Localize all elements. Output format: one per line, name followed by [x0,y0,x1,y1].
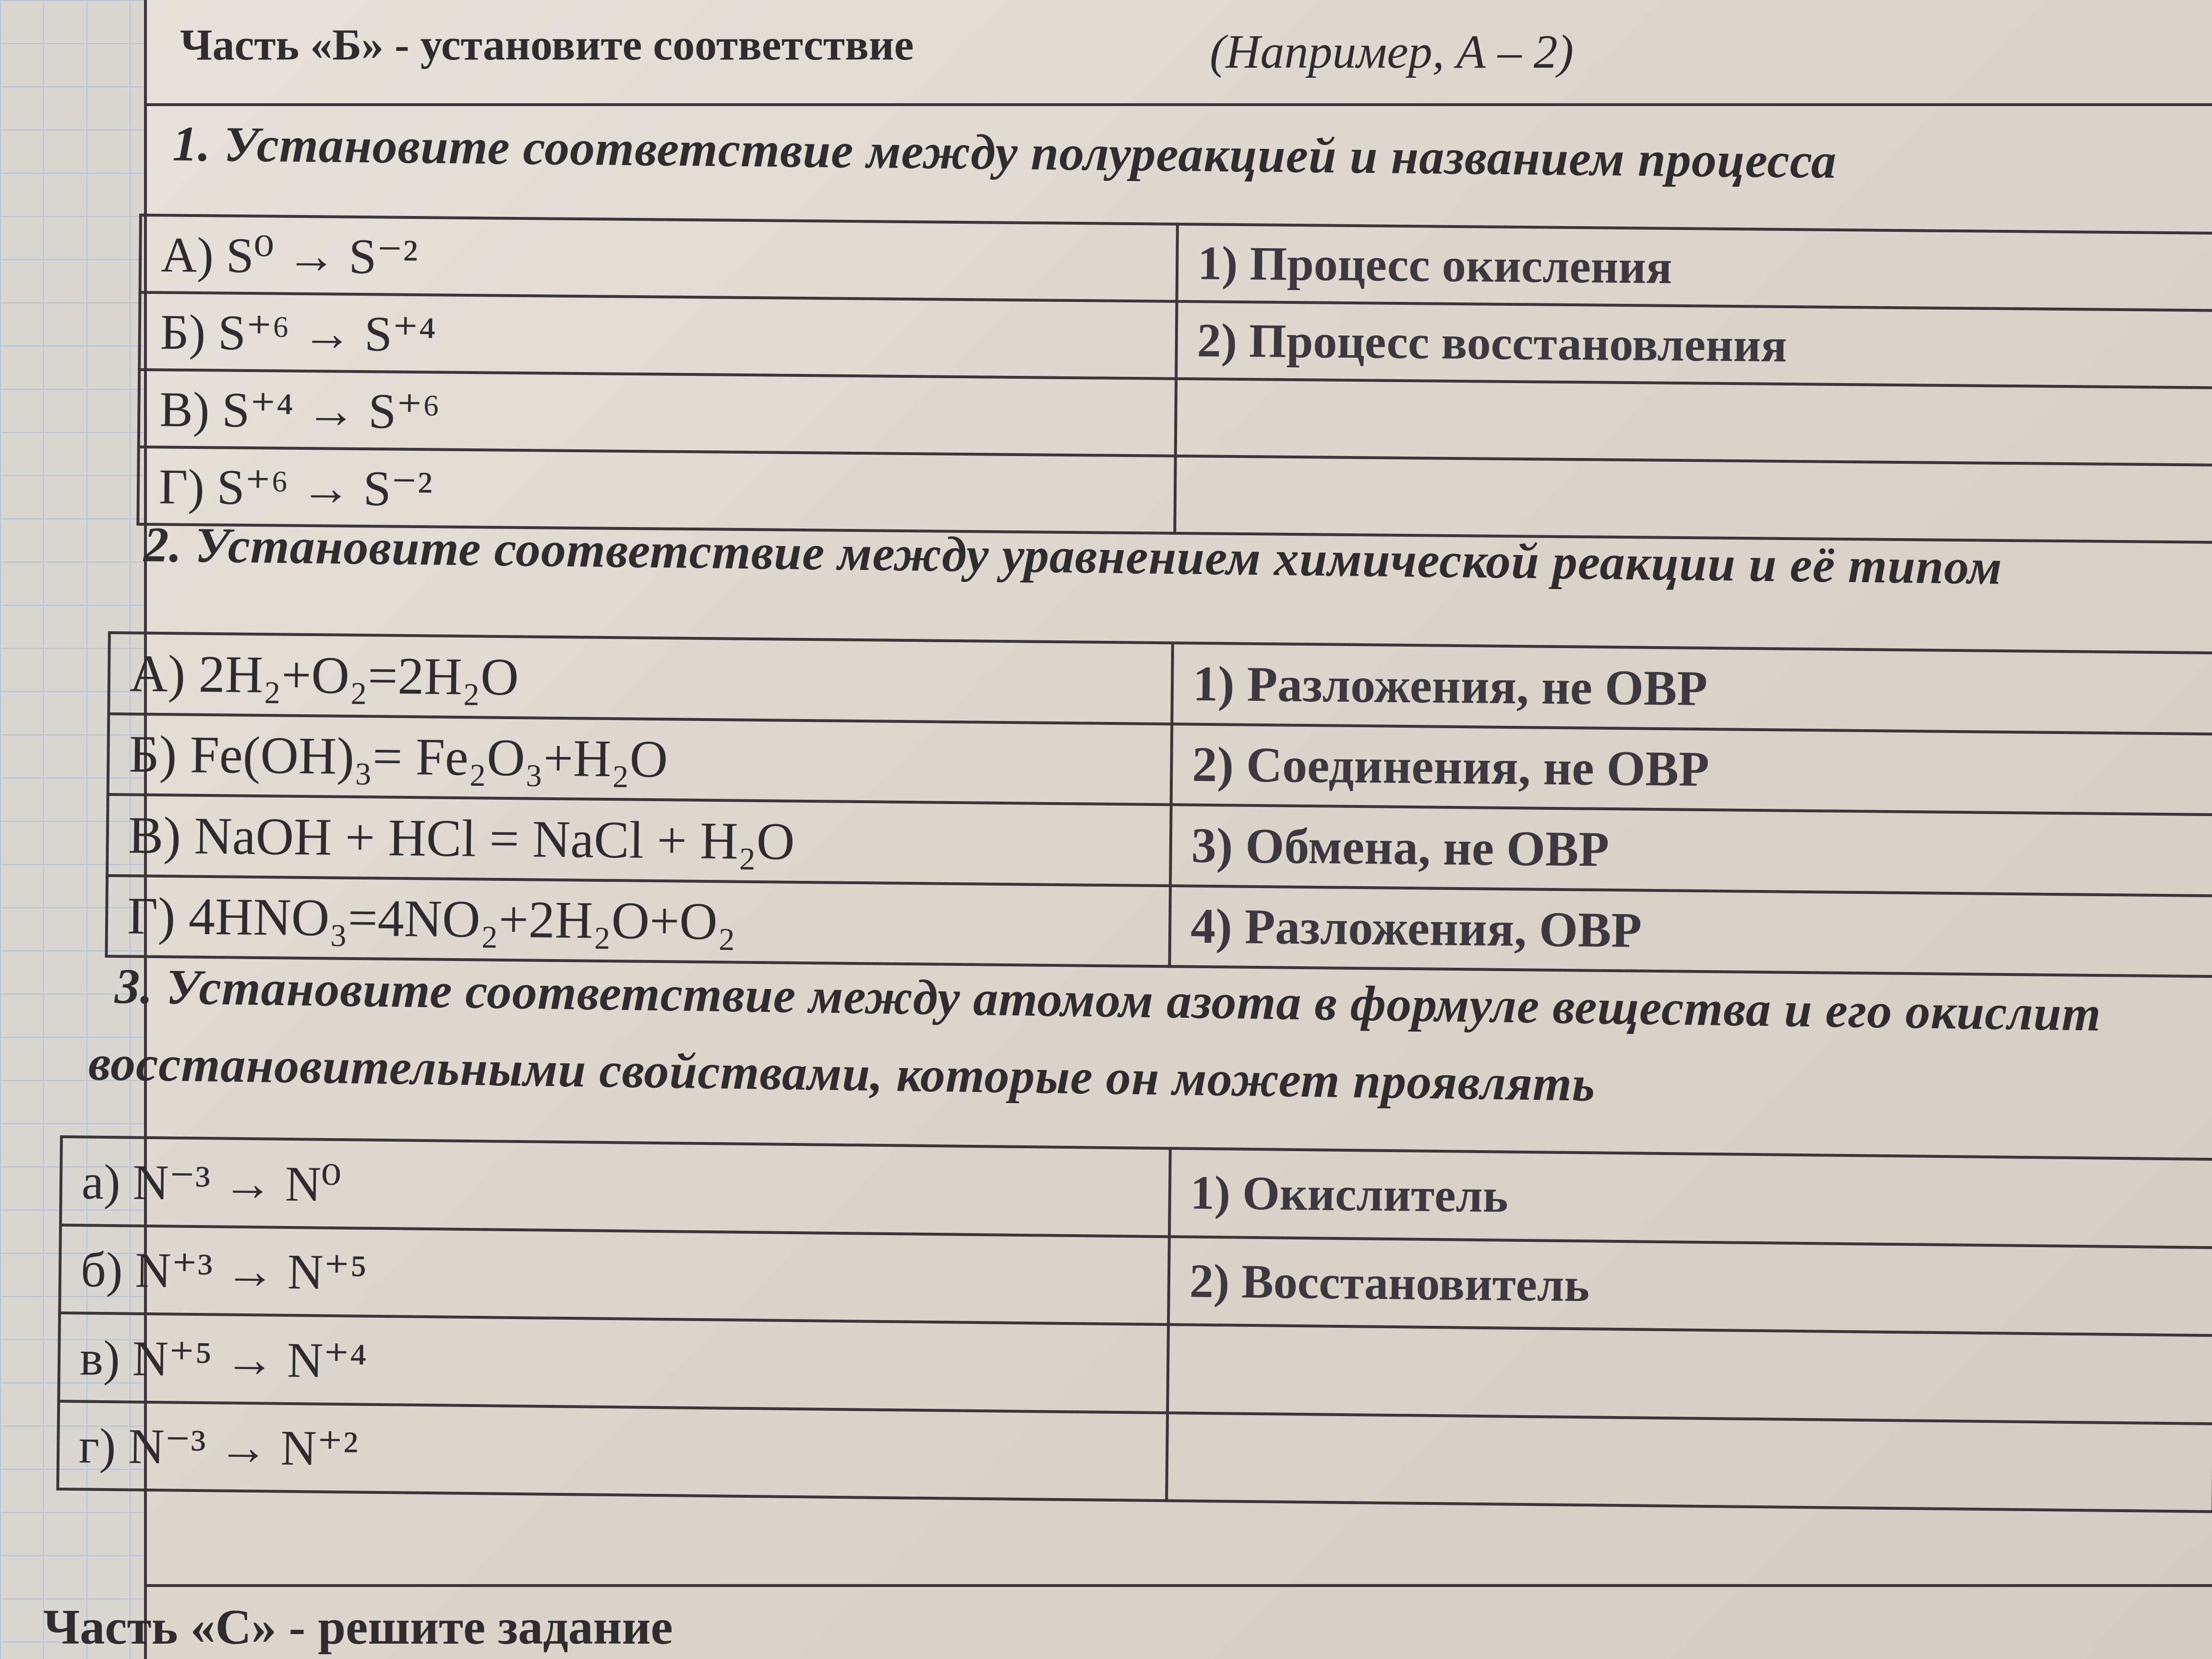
part-b-title: Часть «Б» - установите соответствие [180,20,914,69]
task1-right-1: 1) Процесс окисления [1177,224,2212,311]
task1-left-d: Г) S⁺⁶ → S⁻² [138,447,1175,533]
task2-right-1: 1) Разложения, не ОВР [1172,643,2212,733]
example-note: (Например, А – 2) [1210,25,1574,78]
task1-title: 1. Установите соответствие между полуреакцией и названием процесса [172,116,1837,189]
task3-right-4 [1166,1413,2212,1512]
task1-right-4 [1175,456,2212,542]
task2-left-b: Б) Fe(OH)₃= Fe₂O₃+H₂O [108,714,1172,805]
task3-left-d: г) N⁻³ → N⁺² [58,1401,1167,1501]
task3-title-line1: 3. Установите соответствие между атомом азота в формуле вещества и его окислит [114,958,2102,1042]
task2-right-4: 4) Разложения, ОВР [1169,886,2212,976]
task2-left-c: В) NaOH + HCl = NaCl + H₂O [107,794,1171,886]
task1-left-c: В) S⁺⁴ → S⁺⁶ [139,370,1176,456]
task2-left-a: А) 2H₂+O₂=2H₂O [108,633,1173,724]
header-divider [144,103,2212,106]
task1-right-3 [1176,379,2212,465]
task2-title: 2. Установите соответствие между уравнением химической реакции и её типом [143,517,2003,595]
task1-table [136,214,2212,544]
task3-right-1: 1) Окислитель [1169,1148,2212,1247]
task3-title-line2: восстановительными свойствами, которые он может проявлять [88,1035,1596,1112]
task1-left-b: Б) S⁺⁶ → S⁺⁴ [139,292,1177,379]
task3-left-b: б) N⁺³ → N⁺⁵ [60,1225,1169,1325]
part-c-title: Часть «С» - решите задание [43,1599,673,1655]
task3-left-a: а) N⁻³ → N⁰ [60,1137,1170,1237]
footer-divider [144,1584,2212,1587]
task1-left-a: А) S⁰ → S⁻² [140,215,1178,301]
task2-table [105,631,2212,978]
task1-right-2: 2) Процесс восстановления [1176,301,2212,388]
task3-table [56,1135,2212,1513]
task3-right-3 [1167,1324,2212,1423]
task3-right-2: 2) Восстановитель [1168,1237,2212,1335]
task2-right-2: 2) Соединения, не ОВР [1171,724,2212,815]
task3-left-c: в) N⁺⁵ → N⁺⁴ [59,1313,1168,1413]
task2-left-d: Г) 4HNO₃=4NO₂+2H₂O+O₂ [107,876,1171,967]
task2-right-3: 3) Обмена, не ОВР [1170,805,2212,895]
